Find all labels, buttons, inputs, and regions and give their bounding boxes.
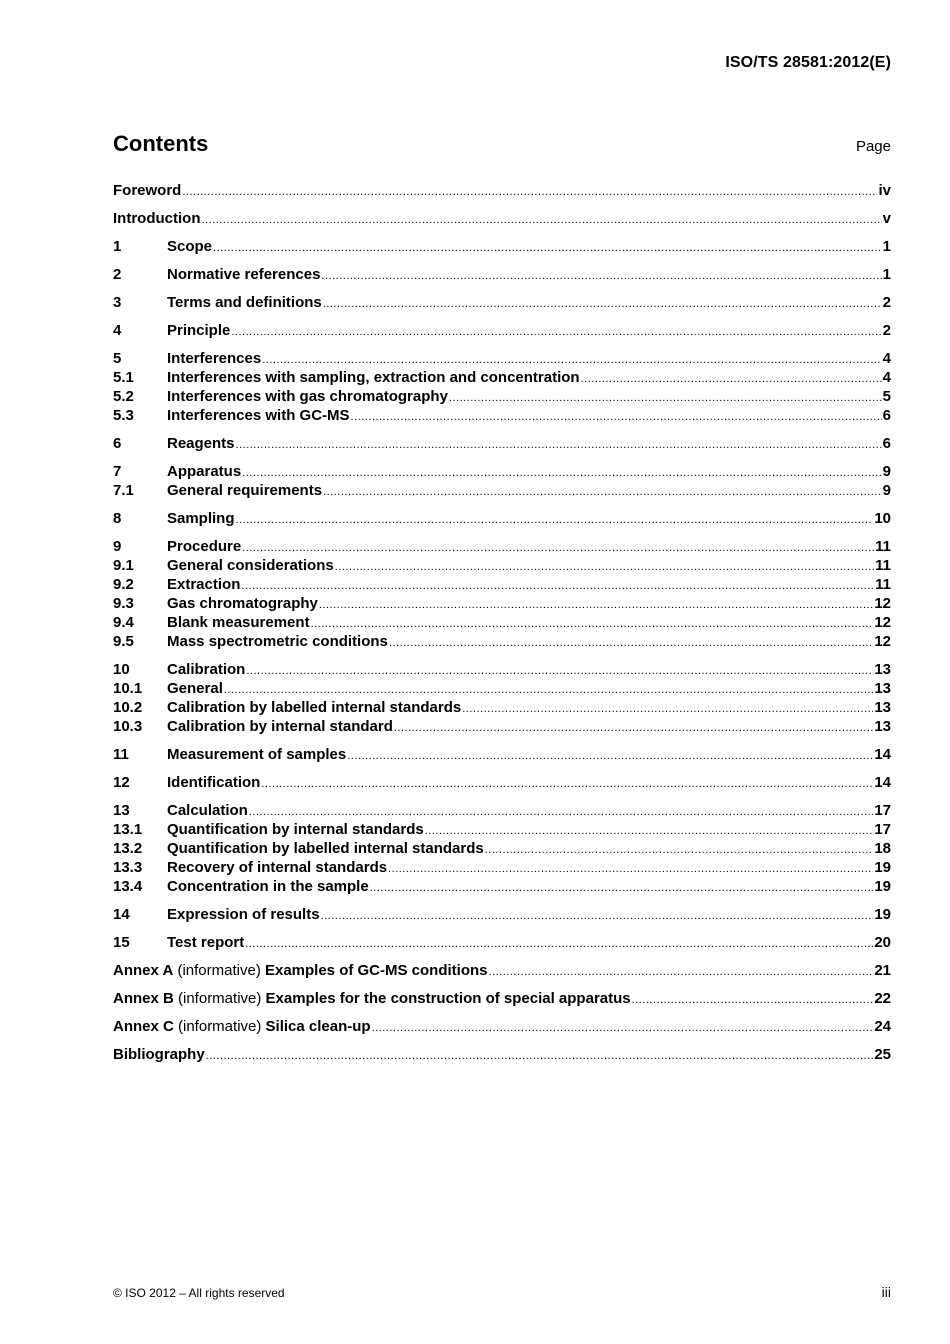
toc-entry[interactable] <box>113 933 891 952</box>
toc-entry-title-text: Concentration in the sample <box>167 878 369 895</box>
toc-entry-annex-type: (informative) <box>173 1018 266 1035</box>
toc-entry-page: 1 <box>882 266 891 283</box>
toc-entry-title-text: Apparatus <box>167 463 242 480</box>
toc-entry-title-text: Calibration <box>167 661 246 678</box>
toc-entry[interactable] <box>113 594 891 613</box>
toc-entry-title <box>167 387 448 406</box>
toc-entry-title <box>167 556 334 575</box>
toc-entry-page: 12 <box>874 614 891 631</box>
toc-entry-title-text: Quantification by internal standards <box>167 821 424 838</box>
toc-entry-page: 14 <box>874 774 891 791</box>
toc-entry-title <box>167 858 387 877</box>
toc-leader-dots <box>449 389 882 408</box>
toc-entry-title <box>167 481 322 500</box>
toc-leader-dots <box>242 539 874 558</box>
toc-entry-title-text: Interferences with sampling, extraction and concentration <box>167 369 580 386</box>
toc-entry-page: v <box>882 210 891 227</box>
toc-entry-page: 11 <box>875 557 891 574</box>
toc-entry-title <box>167 368 580 387</box>
toc-entry-title-text: Bibliography <box>113 1046 205 1063</box>
toc-leader-dots <box>489 963 874 982</box>
toc-entry-page: 17 <box>874 802 891 819</box>
toc-entry-page: 13 <box>874 680 891 697</box>
toc-leader-dots <box>632 991 874 1010</box>
toc-entry-title <box>167 698 461 717</box>
toc-entry-title <box>113 961 488 980</box>
toc-entry-title-text: Principle <box>167 322 231 339</box>
toc-entry-page: 19 <box>874 859 891 876</box>
document-id: ISO/TS 28581:2012(E) <box>725 54 891 71</box>
toc-entry-number: 10 <box>113 661 130 678</box>
toc-leader-dots <box>462 700 873 719</box>
toc-entry-title <box>113 989 631 1008</box>
toc-entry-title-text: Recovery of internal standards <box>167 859 388 876</box>
toc-entry-number: 14 <box>113 906 130 923</box>
toc-entry[interactable] <box>113 839 891 858</box>
toc-entry[interactable] <box>113 368 891 387</box>
toc-entry-title-text: Blank measurement <box>167 614 310 631</box>
toc-entry[interactable] <box>113 237 891 256</box>
toc-entry-title <box>167 745 346 764</box>
toc-entry-number: 6 <box>113 435 122 452</box>
toc-entry-page: 19 <box>874 906 891 923</box>
toc-entry-title <box>113 209 200 228</box>
toc-entry-title <box>167 933 244 952</box>
toc-entry-title <box>167 905 320 924</box>
toc-leader-dots <box>311 615 874 634</box>
toc-entry-title-text: Annex A <box>113 962 174 979</box>
toc-entry-page: 2 <box>882 322 891 339</box>
toc-entry-page: 2 <box>882 294 891 311</box>
toc-entry-title-text: Test report <box>167 934 245 951</box>
toc-entry[interactable] <box>113 698 891 717</box>
toc-entry-number: 11 <box>113 746 129 763</box>
toc-entry-title-text: Annex B <box>113 990 174 1007</box>
toc-leader-dots <box>372 1019 874 1038</box>
toc-entry-title <box>113 1045 205 1064</box>
toc-entry[interactable] <box>113 858 891 877</box>
toc-leader-dots <box>335 558 874 577</box>
toc-entry-page: 13 <box>874 718 891 735</box>
toc-entry-number: 2 <box>113 266 122 283</box>
toc-entry-page: 4 <box>882 350 891 367</box>
toc-entry-title <box>167 613 310 632</box>
toc-entry-title <box>167 660 245 679</box>
toc-entry-page: 6 <box>882 407 891 424</box>
toc-entry-number: 8 <box>113 510 122 527</box>
toc-entry-title-text: Calibration by labelled internal standards <box>167 699 462 716</box>
toc-leader-dots <box>246 662 873 681</box>
page-title: Contents <box>113 131 209 156</box>
toc-entry-annex-title: Examples for the construction of special apparatus <box>265 990 631 1007</box>
toc-entry-page: 25 <box>874 1046 891 1063</box>
toc-leader-dots <box>351 408 882 427</box>
toc-entry-title-text: Extraction <box>167 576 241 593</box>
toc-entry-number: 5.3 <box>113 407 134 424</box>
toc-entry[interactable] <box>113 321 891 340</box>
toc-entry-annex-title: Silica clean-up <box>265 1018 371 1035</box>
toc-leader-dots <box>388 860 873 879</box>
toc-leader-dots <box>319 596 873 615</box>
toc-entry[interactable] <box>113 265 891 284</box>
toc-entry[interactable] <box>113 434 891 453</box>
toc-leader-dots <box>213 239 882 258</box>
toc-entry-page: 20 <box>874 934 891 951</box>
toc-leader-dots <box>485 841 874 860</box>
toc-leader-dots <box>231 323 881 342</box>
toc-entry-number: 13.4 <box>113 878 143 895</box>
toc-leader-dots <box>323 295 882 314</box>
toc-entry-number: 4 <box>113 322 122 339</box>
toc-entry[interactable] <box>113 877 891 896</box>
toc-entry-number: 7 <box>113 463 122 480</box>
toc-entry[interactable] <box>113 209 891 228</box>
toc-entry[interactable] <box>113 613 891 632</box>
toc-leader-dots <box>241 577 874 596</box>
toc-entry-title-text: Interferences with GC-MS <box>167 407 350 424</box>
toc-entry-title <box>167 265 320 284</box>
toc-entry-number: 5.2 <box>113 388 134 405</box>
toc-entry-title <box>167 321 230 340</box>
toc-entry-number: 7.1 <box>113 482 134 499</box>
toc-entry-title <box>167 237 212 256</box>
toc-leader-dots <box>321 907 874 926</box>
toc-entry-page: 5 <box>882 388 891 405</box>
toc-leader-dots <box>394 719 873 738</box>
toc-entry[interactable] <box>113 537 891 556</box>
toc-entry[interactable] <box>113 387 891 406</box>
toc-entry-title-text: Interferences with gas chromatography <box>167 388 448 405</box>
toc-entry-page: 12 <box>874 633 891 650</box>
toc-entry-page: 13 <box>874 661 891 678</box>
toc-entry-annex-type: (informative) <box>173 962 265 979</box>
toc-entry-title-text: Quantification by labelled internal standards <box>167 840 484 857</box>
toc-leader-dots <box>321 267 881 286</box>
toc-entry-page: 10 <box>874 510 891 527</box>
toc-entry-title <box>167 801 248 820</box>
toc-leader-dots <box>261 775 873 794</box>
toc-leader-dots <box>242 464 881 483</box>
toc-entry-title-text: General requirements <box>167 482 323 499</box>
toc-entry[interactable] <box>113 660 891 679</box>
toc-entry-title <box>167 349 261 368</box>
toc-entry-page: 1 <box>882 238 891 255</box>
toc-entry-page: 24 <box>874 1018 891 1035</box>
toc-entry-title-text: Mass spectrometric conditions <box>167 633 388 650</box>
toc-entry-number: 10.1 <box>113 680 143 697</box>
toc-leader-dots <box>370 879 874 898</box>
toc-leader-dots <box>182 183 877 202</box>
toc-entry-number: 10.2 <box>113 699 143 716</box>
toc-entry-title-text: Interferences <box>167 350 262 367</box>
toc-entry[interactable] <box>113 745 891 764</box>
toc-entry-title-text: Foreword <box>113 182 182 199</box>
page-number: iii <box>881 1284 891 1300</box>
toc-entry-title-text: Gas chromatography <box>167 595 318 612</box>
toc-entry-title-text: Identification <box>167 774 261 791</box>
toc-entry-number: 9.2 <box>113 576 134 593</box>
toc-entry[interactable] <box>113 556 891 575</box>
toc-entry-number: 9.1 <box>113 557 134 574</box>
toc-entry-title <box>113 1017 371 1036</box>
toc-entry[interactable] <box>113 349 891 368</box>
toc-entry-number: 15 <box>113 934 130 951</box>
toc-entry-page: 18 <box>874 840 891 857</box>
toc-entry-page: 9 <box>882 482 891 499</box>
toc-entry-page: iv <box>878 182 891 199</box>
toc-entry-title-text: Annex C <box>113 1018 174 1035</box>
page-column-label: Page <box>855 138 891 155</box>
toc-entry-page: 22 <box>874 990 891 1007</box>
toc-entry[interactable] <box>113 1017 891 1036</box>
toc-entry-number: 9.3 <box>113 595 134 612</box>
toc-entry-number: 1 <box>113 238 122 255</box>
toc-entry-title-text: Calculation <box>167 802 248 819</box>
toc-entry[interactable] <box>113 989 891 1008</box>
toc-entry-number: 13.1 <box>113 821 143 838</box>
toc-leader-dots <box>206 1047 874 1066</box>
toc-entry[interactable] <box>113 509 891 528</box>
toc-entry-page: 11 <box>875 576 891 593</box>
toc-entry-number: 5 <box>113 350 122 367</box>
toc-leader-dots <box>581 370 882 389</box>
toc-entry-title <box>167 839 484 858</box>
toc-entry-title <box>167 679 223 698</box>
toc-entry-title <box>167 877 369 896</box>
toc-entry-title <box>167 594 318 613</box>
toc-entry-annex-type: (informative) <box>173 990 266 1007</box>
toc-entry-title-text: Reagents <box>167 435 235 452</box>
toc-entry[interactable] <box>113 679 891 698</box>
toc-entry-number: 5.1 <box>113 369 134 386</box>
toc-entry[interactable] <box>113 820 891 839</box>
toc-entry-page: 14 <box>874 746 891 763</box>
table-of-contents <box>113 181 891 1064</box>
toc-entry-title <box>167 717 393 736</box>
toc-leader-dots <box>201 211 881 230</box>
toc-entry-title <box>167 773 260 792</box>
toc-entry-page: 4 <box>882 369 891 386</box>
toc-entry-title-text: Terms and definitions <box>167 294 322 311</box>
toc-entry-number: 13.2 <box>113 840 143 857</box>
toc-entry[interactable] <box>113 717 891 736</box>
toc-leader-dots <box>236 436 882 455</box>
toc-entry-title-text: Scope <box>167 238 213 255</box>
toc-entry[interactable] <box>113 293 891 312</box>
toc-entry-number: 13 <box>113 802 130 819</box>
toc-entry-number: 9.5 <box>113 633 134 650</box>
toc-leader-dots <box>245 935 873 954</box>
toc-entry-page: 11 <box>875 538 891 555</box>
toc-entry-title <box>113 181 181 200</box>
toc-leader-dots <box>236 511 874 530</box>
toc-leader-dots <box>323 483 882 502</box>
toc-entry[interactable] <box>113 773 891 792</box>
toc-entry-page: 21 <box>874 962 891 979</box>
toc-entry-number: 9 <box>113 538 122 555</box>
toc-entry[interactable] <box>113 632 891 651</box>
toc-entry-number: 10.3 <box>113 718 143 735</box>
toc-entry-title <box>167 820 424 839</box>
toc-entry-title-text: Introduction <box>113 210 201 227</box>
toc-entry-annex-title: Examples of GC-MS conditions <box>264 962 488 979</box>
toc-entry[interactable] <box>113 481 891 500</box>
toc-entry-title-text: General considerations <box>167 557 334 574</box>
toc-entry-title-text: Expression of results <box>167 906 320 923</box>
toc-entry[interactable] <box>113 575 891 594</box>
toc-entry-title <box>167 293 322 312</box>
toc-entry[interactable] <box>113 181 891 200</box>
toc-entry-number: 9.4 <box>113 614 134 631</box>
toc-entry-page: 9 <box>882 463 891 480</box>
toc-entry[interactable] <box>113 801 891 820</box>
toc-entry-number: 12 <box>113 774 130 791</box>
toc-entry[interactable] <box>113 462 891 481</box>
toc-entry-title-text: Normative references <box>167 266 321 283</box>
toc-entry-title-text: Procedure <box>167 538 242 555</box>
toc-entry-number: 13.3 <box>113 859 143 876</box>
toc-entry-title-text: Measurement of samples <box>167 746 347 763</box>
toc-entry-title-text: Calibration by internal standard <box>167 718 393 735</box>
toc-entry-page: 17 <box>874 821 891 838</box>
toc-leader-dots <box>347 747 873 766</box>
copyright-notice: © ISO 2012 – All rights reserved <box>113 1286 285 1300</box>
toc-leader-dots <box>425 822 874 841</box>
toc-entry-title <box>167 509 235 528</box>
toc-leader-dots <box>389 634 873 653</box>
toc-entry[interactable] <box>113 905 891 924</box>
toc-entry-title <box>167 537 241 556</box>
toc-entry-title <box>167 575 240 594</box>
toc-entry[interactable] <box>113 406 891 425</box>
toc-entry-title <box>167 632 388 651</box>
toc-entry-title <box>167 406 350 425</box>
toc-entry-page: 6 <box>882 435 891 452</box>
toc-entry-page: 13 <box>874 699 891 716</box>
toc-entry-page: 12 <box>874 595 891 612</box>
toc-entry-title <box>167 462 241 481</box>
toc-entry-page: 19 <box>874 878 891 895</box>
toc-entry[interactable] <box>113 961 891 980</box>
toc-entry-title <box>167 434 235 453</box>
toc-entry-title-text: General <box>167 680 223 697</box>
toc-entry-title-text: Sampling <box>167 510 235 527</box>
toc-entry-number: 3 <box>113 294 122 311</box>
toc-entry[interactable] <box>113 1045 891 1064</box>
